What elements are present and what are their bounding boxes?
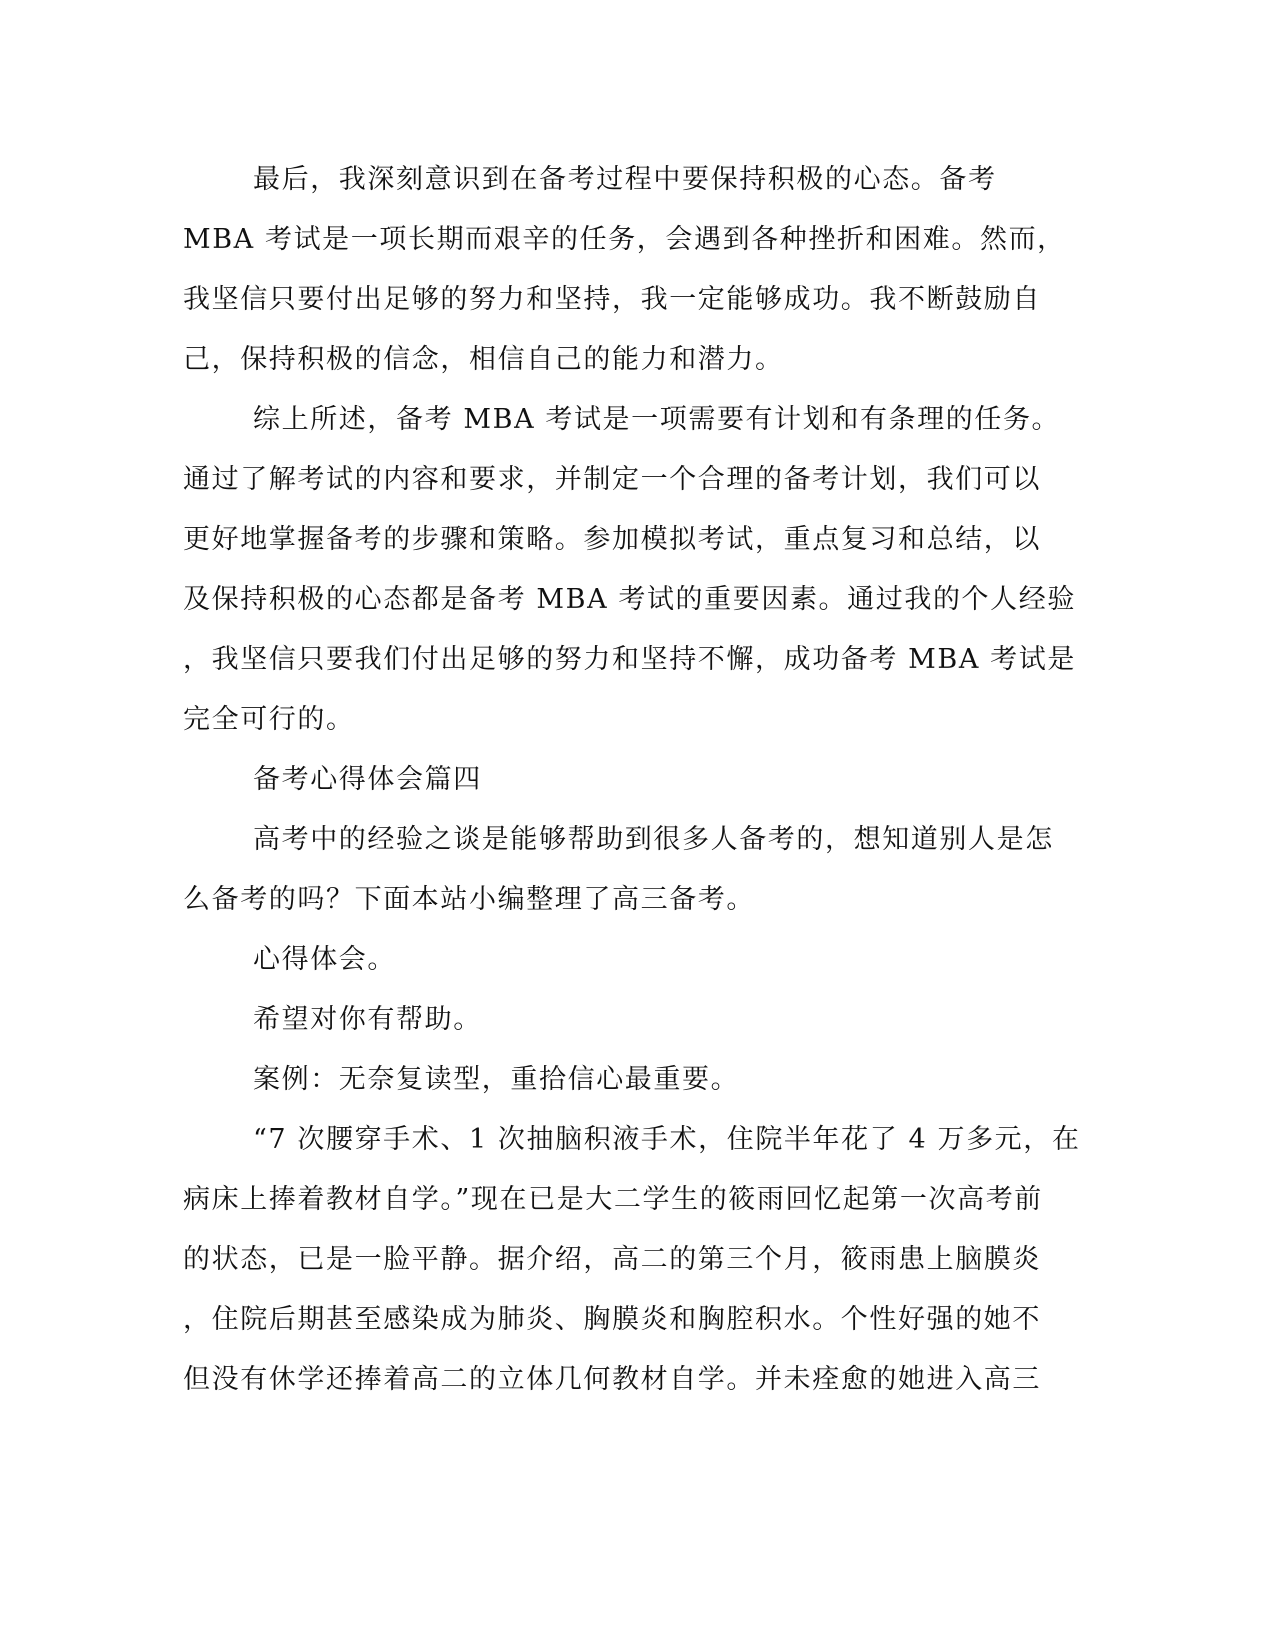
text-line: 但没有休学还捧着高二的立体几何教材自学。并未痊愈的她进入高三: [183, 1364, 1041, 1395]
text-line: 综上所述，备考 MBA 考试是一项需要有计划和有条理的任务。: [253, 404, 1061, 435]
section-heading: 备考心得体会篇四: [253, 764, 482, 795]
case-heading: 案例：无奈复读型，重拾信心最重要。: [253, 1064, 740, 1095]
text-line: 最后，我深刻意识到在备考过程中要保持积极的心态。备考: [253, 164, 997, 195]
document-page: [183, 150, 1081, 1410]
text-line: 我坚信只要付出足够的努力和坚持，我一定能够成功。我不断鼓励自: [183, 284, 1041, 315]
text-line: 己，保持积极的信念，相信自己的能力和潜力。: [183, 344, 784, 375]
text-line: 希望对你有帮助。: [253, 1004, 482, 1035]
text-line: ，住院后期甚至感染成为肺炎、胸膜炎和胸腔积水。个性好强的她不: [183, 1304, 1041, 1335]
text-line: 完全可行的。: [183, 704, 355, 735]
text-line: 病床上捧着教材自学。”现在已是大二学生的筱雨回忆起第一次高考前: [183, 1184, 1043, 1215]
text-line: MBA 考试是一项长期而艰辛的任务，会遇到各种挫折和困难。然而，: [183, 224, 1066, 255]
text-line: 心得体会。: [253, 944, 396, 975]
text-line: 通过了解考试的内容和要求，并制定一个合理的备考计划，我们可以: [183, 464, 1041, 495]
text-line: 高考中的经验之谈是能够帮助到很多人备考的，想知道别人是怎: [253, 824, 1054, 855]
text-line: “7 次腰穿手术、1 次抽脑积液手术，住院半年花了 4 万多元，在: [253, 1124, 1081, 1155]
text-line: 的状态，已是一脸平静。据介绍，高二的第三个月，筱雨患上脑膜炎: [183, 1244, 1041, 1275]
text-line: 及保持积极的心态都是备考 MBA 考试的重要因素。通过我的个人经验: [183, 584, 1076, 615]
text-line: ，我坚信只要我们付出足够的努力和坚持不懈，成功备考 MBA 考试是: [183, 644, 1076, 675]
text-line: 么备考的吗？下面本站小编整理了高三备考。: [183, 884, 755, 915]
text-line: 更好地掌握备考的步骤和策略。参加模拟考试，重点复习和总结，以: [183, 524, 1041, 555]
